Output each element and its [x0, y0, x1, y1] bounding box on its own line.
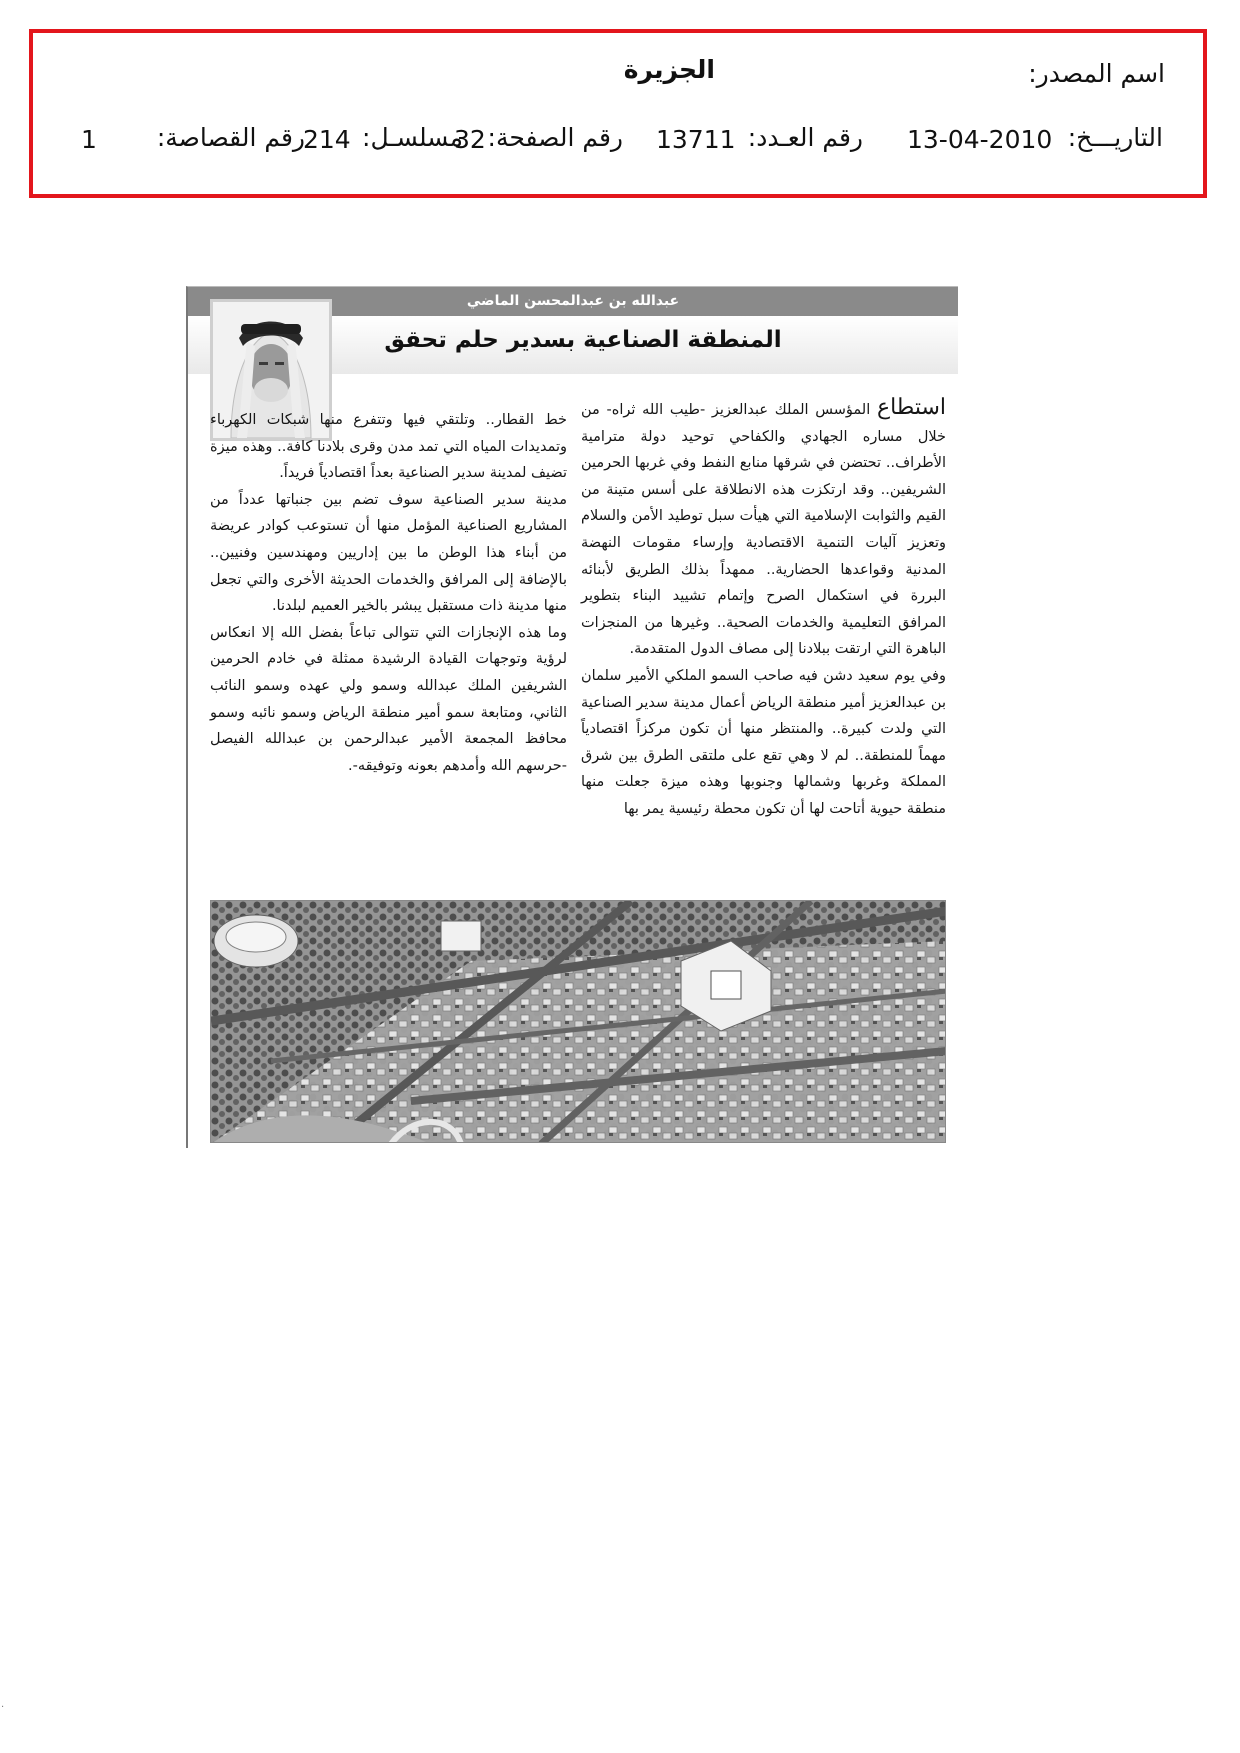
- scan-artifact-mark: .: [1, 1699, 5, 1710]
- author-name: عبدالله بن عبدالمحسن الماضي: [188, 287, 958, 316]
- newspaper-clipping: [186, 286, 958, 1148]
- clip-number-label: رقم القصاصة:: [156, 123, 305, 152]
- article-column-right: [581, 395, 946, 823]
- dropcap-word: استطاع: [876, 395, 946, 420]
- serial-value: 214: [303, 125, 351, 154]
- paragraph: وفي يوم سعيد دشن فيه صاحب السمو الملكي الأمير سلمان بن عبدالعزيز أمير منطقة الرياض أعمال مدينة سدير الصناعية التي ولدت كبيرة.. والمنتظر منها أن تكون مركزاً اقتصادياً مهماً للمنطقة.. لم لا وهي تقع على ملتقى الطرق بين شرق المملكة وغربها وشمالها وجنوبها وهذه ميزة جعلت منها منطقة حيوية أتاحت لها أن تكون محطة رئيسية يمر بها: [581, 667, 946, 817]
- aerial-rendering-icon: [211, 901, 946, 1143]
- article-column-left: [210, 407, 567, 779]
- paragraph: وما هذه الإنجازات التي تتوالى تباعاً بفضل الله إلا انعكاس لرؤية وتوجهات القيادة الرشيدة ممثلة في خادم الحرمين الشريفين الملك عبدالله وسمو ولي عهده وسمو النائب الثاني، ومتابعة سمو أمير منطقة الرياض وسمو نائبه وسمو محافظ المجمعة الأمير عبدالرحمن بن عبدالله الفيصل -حرسهم الله وأمدهم بعونه وتوفيقه-.: [210, 624, 567, 774]
- serial-label: مسلسـل:: [362, 123, 463, 152]
- article-headline: المنطقة الصناعية بسدير حلم تحقق: [384, 327, 782, 353]
- page-value: 32: [454, 125, 486, 154]
- page-label: رقم الصفحة:: [487, 123, 623, 152]
- clip-number-value: 1: [81, 125, 97, 154]
- issue-label: رقم العـدد:: [747, 123, 863, 152]
- date-label: التاريـــخ:: [1067, 123, 1163, 152]
- issue-value: 13711: [656, 125, 736, 154]
- paragraph: [581, 395, 946, 663]
- source-value: الجزيرة: [623, 55, 715, 84]
- paragraph-text: المؤسس الملك عبدالعزيز -طيب الله ثراه- من خلال مساره الجهادي والكفاحي توحيد دولة مترامية الأطراف.. تحتضن في شرقها منابع النفط وفي غربها الحرمين الشريفين.. وقد ارتكزت هذه الانطلاقة على أسس متينة من القيم والثوابت الإسلامية التي هيأت سبل توطيد الأمن والسلام وتعزيز آليات التنمية الاقتصادية وإرساء مقومات النهضة المدنية وقواعدها الحضارية.. ممهداً بذلك الطريق لأبنائه البررة في استكمال الصرح وإتمام تشييد البناء بتطوير المرافق التعليمية والخدمات الصحية.. وغيرها من المنجزات الباهرة التي ارتقت ببلادنا إلى مصاف الدول المتقدمة.: [581, 402, 946, 658]
- industrial-city-aerial-image: [210, 900, 946, 1143]
- paragraph: مدينة سدير الصناعية سوف تضم بين جنباتها عدداً من المشاريع الصناعية المؤمل منها أن تستوعب كوادر عريضة من أبناء هذا الوطن ما بين إداريين ومهندسين وفنيين.. بالإضافة إلى المرافق والخدمات الحديثة الأخرى والتي تجعل منها مدينة ذات مستقبل يبشر بالخير العميم لبلدنا.: [210, 491, 567, 615]
- source-label: اسم المصدر:: [1028, 59, 1165, 88]
- date-value: 13-04-2010: [907, 125, 1053, 154]
- paragraph: خط القطار.. وتلتقي فيها وتتفرع منها شبكات الكهرباء وتمديدات المياه التي تمد مدن وقرى بلادنا كافة.. وهذه ميزة تضيف لمدينة سدير الصناعية بعداً اقتصادياً فريداً.: [210, 412, 567, 482]
- clipping-header-box: [29, 29, 1207, 198]
